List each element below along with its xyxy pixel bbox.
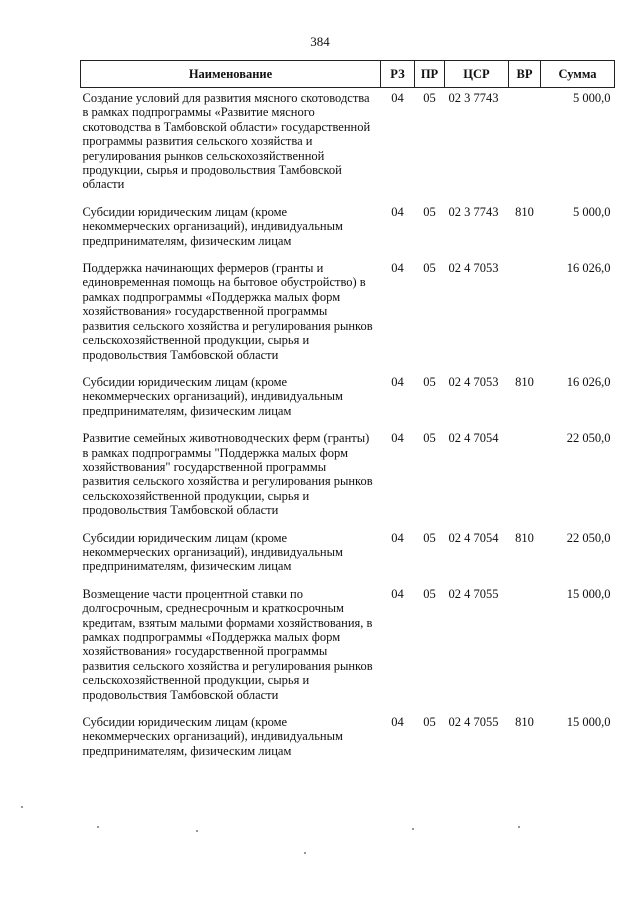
cell-sum: 22 050,0 [566, 530, 611, 545]
cell-sum: 16 026,0 [566, 374, 611, 389]
cell-csr: 02 4 7055 [448, 715, 499, 730]
table-row [81, 584, 615, 712]
cell-sum: 15 000,0 [566, 586, 611, 601]
cell-csr: 02 3 7743 [448, 91, 499, 105]
cell-name: Субсидии юридическим лицам (кроме некоммерческих организаций), индивидуальным предпринимателям, физическим лицам [82, 204, 343, 248]
cell-pr: 05 [423, 530, 436, 545]
cell-csr: 02 4 7054 [448, 431, 499, 446]
cell-pr: 05 [423, 204, 436, 219]
cell-pr: 05 [423, 261, 436, 276]
table-body [81, 88, 615, 769]
cell-vr: 810 [515, 204, 534, 219]
cell-csr: 02 4 7054 [448, 530, 499, 545]
cell-name: Создание условий для развития мясного скотоводства в рамках подпрограммы «Развитие мясного скотоводства в Тамбовской области» государственной программы развития сельского хозяйства и регулирования рынков сельскохозяйственной продукции, сырья и продовольствия Тамбовской области [82, 91, 371, 192]
table-row [81, 428, 615, 527]
cell-pr: 05 [423, 586, 436, 601]
table-row [81, 202, 615, 258]
table-row [81, 372, 615, 428]
cell-rz: 04 [391, 91, 404, 105]
header-name: Наименование [81, 61, 381, 88]
cell-csr: 02 4 7053 [448, 374, 499, 389]
cell-vr: 810 [515, 715, 534, 730]
cell-rz: 04 [391, 586, 404, 601]
cell-sum: 15 000,0 [566, 715, 611, 730]
header-row [81, 61, 615, 88]
cell-rz: 04 [391, 204, 404, 219]
scan-speck [518, 826, 520, 828]
header-csr: ЦСР [445, 61, 509, 88]
budget-table [80, 60, 615, 768]
cell-name: Субсидии юридическим лицам (кроме некоммерческих организаций), индивидуальным предпринимателям, физическим лицам [82, 374, 343, 418]
header-vr: ВР [509, 61, 541, 88]
cell-vr [509, 428, 541, 527]
cell-sum: 22 050,0 [566, 431, 611, 446]
cell-rz: 04 [391, 530, 404, 545]
cell-sum: 5 000,0 [573, 91, 611, 105]
cell-vr: 810 [515, 530, 534, 545]
cell-csr: 02 4 7053 [448, 261, 499, 276]
table-row [81, 528, 615, 584]
table-header [81, 61, 615, 88]
cell-rz: 04 [391, 431, 404, 446]
scan-speck [196, 830, 198, 832]
cell-pr: 05 [423, 374, 436, 389]
cell-rz: 04 [391, 715, 404, 730]
cell-vr [509, 258, 541, 372]
header-rz: РЗ [381, 61, 415, 88]
scan-speck [412, 828, 414, 830]
page-number: 384 [310, 34, 330, 49]
cell-pr: 05 [423, 91, 436, 105]
cell-vr [509, 88, 541, 202]
cell-name: Развитие семейных животноводческих ферм (гранты) в рамках подпрограммы "Поддержка малых форм хозяйствования" государственной программы развития сельского хозяйства и регулирования рынков сельскохозяйственной продукции, сырья и продовольствия Тамбовской области [82, 431, 373, 518]
header-pr: ПР [415, 61, 445, 88]
cell-name: Возмещение части процентной ставки по долгосрочным, среднесрочным и краткосрочным кредитам, взятым малыми формами хозяйствования, в рамках подпрограммы «Поддержка малых форм хозяйствования» государственной программы развития сельского хозяйства и регулирования рынков сельскохозяйственной продукции, сырья и продовольствия Тамбовской области [82, 586, 373, 702]
cell-name: Субсидии юридическим лицам (кроме некоммерческих организаций), индивидуальным предпринимателям, физическим лицам [82, 715, 343, 758]
cell-csr: 02 3 7743 [448, 204, 499, 219]
cell-name: Поддержка начинающих фермеров (гранты и единовременная помощь на бытовое обустройство) в рамках подпрограммы «Поддержка малых форм хозяйствования» государственной программы развития сельского хозяйства и регулирования рынков сельскохозяйственной продукции, сырья и продовольствия Тамбовской области [82, 261, 373, 362]
cell-csr: 02 4 7055 [448, 586, 499, 601]
table-row [81, 258, 615, 372]
table-row [81, 88, 615, 202]
cell-vr: 810 [515, 374, 534, 389]
cell-name: Субсидии юридическим лицам (кроме некоммерческих организаций), индивидуальным предпринимателям, физическим лицам [82, 530, 343, 574]
scan-speck [21, 806, 23, 808]
cell-sum: 5 000,0 [573, 204, 611, 219]
cell-sum: 16 026,0 [566, 261, 611, 276]
scan-speck [304, 852, 306, 854]
cell-pr: 05 [423, 431, 436, 446]
header-sum: Сумма [541, 61, 615, 88]
cell-pr: 05 [423, 715, 436, 730]
cell-rz: 04 [391, 374, 404, 389]
cell-vr [509, 584, 541, 712]
table-row [81, 712, 615, 768]
cell-rz: 04 [391, 261, 404, 276]
scan-speck [97, 826, 99, 828]
